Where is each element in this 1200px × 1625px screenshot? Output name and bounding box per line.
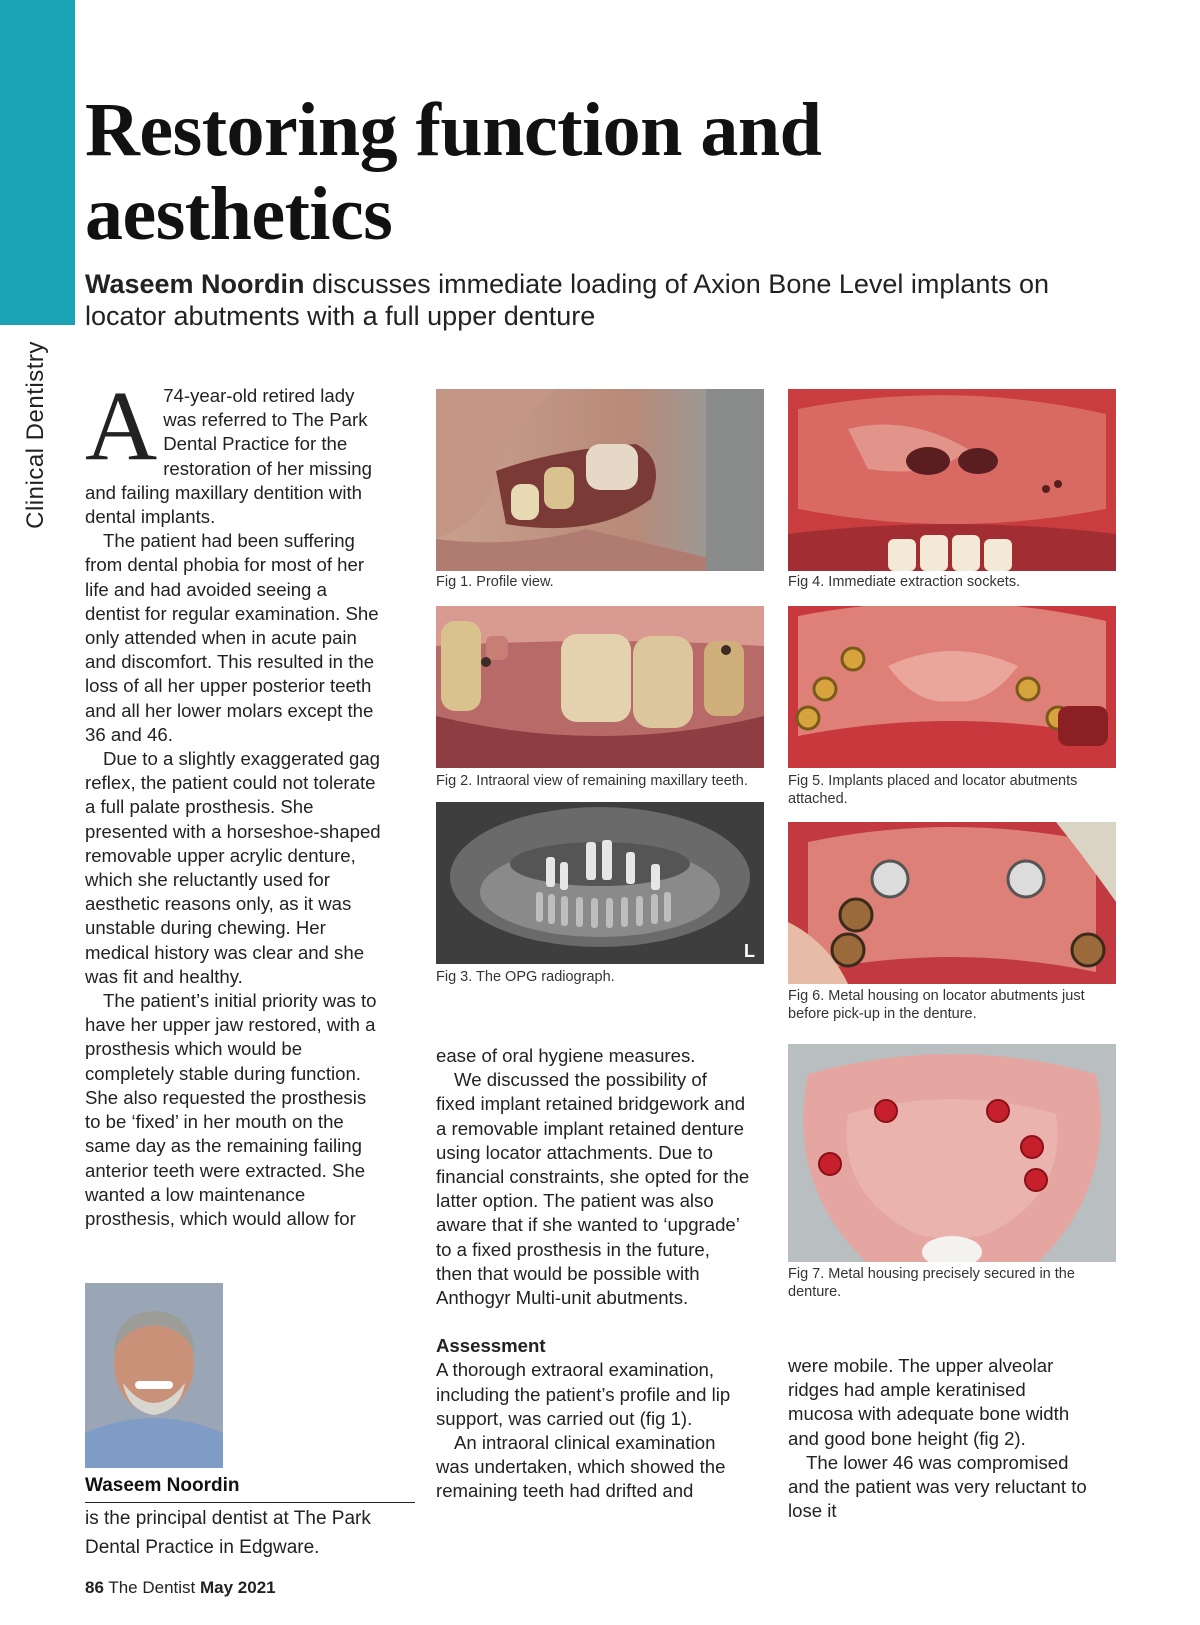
fig3-opg-radiograph xyxy=(436,802,764,964)
paragraph: ease of oral hygiene measures. xyxy=(436,1045,696,1066)
byline-divider xyxy=(85,1502,415,1503)
fig7-caption: Fig 7. Metal housing precisely secured in the denture. xyxy=(788,1266,1075,1300)
fig2-caption: Fig 2. Intraoral view of remaining maxillary teeth. xyxy=(436,773,748,789)
publication-name: The Dentist xyxy=(108,1578,196,1597)
fig1-caption: Fig 1. Profile view. xyxy=(436,574,554,590)
standfirst-author: Waseem Noordin xyxy=(85,269,305,299)
page-footer xyxy=(85,1578,276,1598)
fig1-profile-photo xyxy=(436,389,764,571)
paragraph: An intraoral clinical examination was undertaken, which showed the remaining teeth had drifted and xyxy=(436,1432,726,1502)
paragraph: A thorough extraoral examination, including the patient’s profile and lip support, was carried out (fig 1). xyxy=(436,1359,731,1429)
paragraph: The patient’s initial priority was to have her upper jaw restored, with a prosthesis which would be completely stable during function. She also requested the prosthesis to be ‘fixed’ in her mouth on the same day as the remaining failing anterior teeth were extracted. She wanted a low maintenance prosthesis, which would allow for xyxy=(85,990,377,1229)
paragraph: Due to a slightly exaggerated gag reflex, the patient could not tolerate a full palate prosthesis. She presented with a horseshoe-shaped removable upper acrylic denture, which she reluctantly used for aesthetic reasons only, as it was unstable during chewing. Her medical history was clear and she was fit and healthy. xyxy=(85,748,381,987)
fig5-implants-photo xyxy=(788,606,1116,768)
body-column-3 xyxy=(788,1354,1088,1523)
fig6-metal-housing-photo xyxy=(788,822,1116,984)
fig5-caption: Fig 5. Implants placed and locator abutments attached. xyxy=(788,773,1078,807)
standfirst xyxy=(85,268,1085,332)
paragraph-text: 74-year-old retired lady was referred to The Park Dental Practice for the restoration of her missing and failing maxillary dentition with dental implants. xyxy=(85,385,372,528)
fig4-extraction-sockets-photo xyxy=(788,389,1116,571)
body-column-1 xyxy=(85,370,385,1231)
fig3-caption: Fig 3. The OPG radiograph. xyxy=(436,969,615,985)
body-column-2 xyxy=(436,1044,751,1504)
fig2-intraoral-photo xyxy=(436,606,764,768)
fig4-caption: Fig 4. Immediate extraction sockets. xyxy=(788,574,1021,590)
byline-name: Waseem Noordin xyxy=(85,1475,240,1496)
section-label: Clinical Dentistry xyxy=(22,341,49,529)
standfirst-text: discusses immediate loading of Axion Bone Level implants on locator abutments with a full upper denture xyxy=(85,269,1049,331)
article-title: Restoring function and aesthetics xyxy=(85,88,822,256)
byline-description: is the principal dentist at The Park Dental Practice in Edgware. xyxy=(85,1508,371,1558)
paragraph: The patient had been suffering from dental phobia for most of her life and had avoided seeing a dentist for regular examination. She only attended when in acute pain and discomfort. This resulted in the loss of all her upper posterior teeth and all her lower molars except the 36 and 46. xyxy=(85,530,379,745)
fig6-caption: Fig 6. Metal housing on locator abutments just before pick-up in the denture. xyxy=(788,988,1085,1022)
paragraph: were mobile. The upper alveolar ridges had ample keratinised mucosa with adequate bone width and good bone height (fig 2). xyxy=(788,1355,1070,1449)
section-color-bar xyxy=(0,0,75,325)
fig7-denture-photo xyxy=(788,1044,1116,1262)
issue-date: May 2021 xyxy=(200,1578,276,1597)
subheading-assessment: Assessment xyxy=(436,1335,546,1357)
paragraph: We discussed the possibility of fixed implant retained bridgework and a removable implant retained denture using locator attachments. Due to financial constraints, she opted for the latter option. The patient was also aware that if she wanted to ‘upgrade’ to a fixed prosthesis in the future, then that would be possible with Anthogyr Multi-unit abutments. xyxy=(436,1069,750,1309)
radiograph-side-marker: L xyxy=(744,941,755,961)
drop-cap: A xyxy=(85,370,158,481)
paragraph: The lower 46 was compromised and the patient was very reluctant to lose it xyxy=(788,1451,1087,1522)
paragraph xyxy=(85,370,385,529)
page-number: 86 xyxy=(85,1578,104,1597)
author-portrait xyxy=(85,1283,223,1468)
